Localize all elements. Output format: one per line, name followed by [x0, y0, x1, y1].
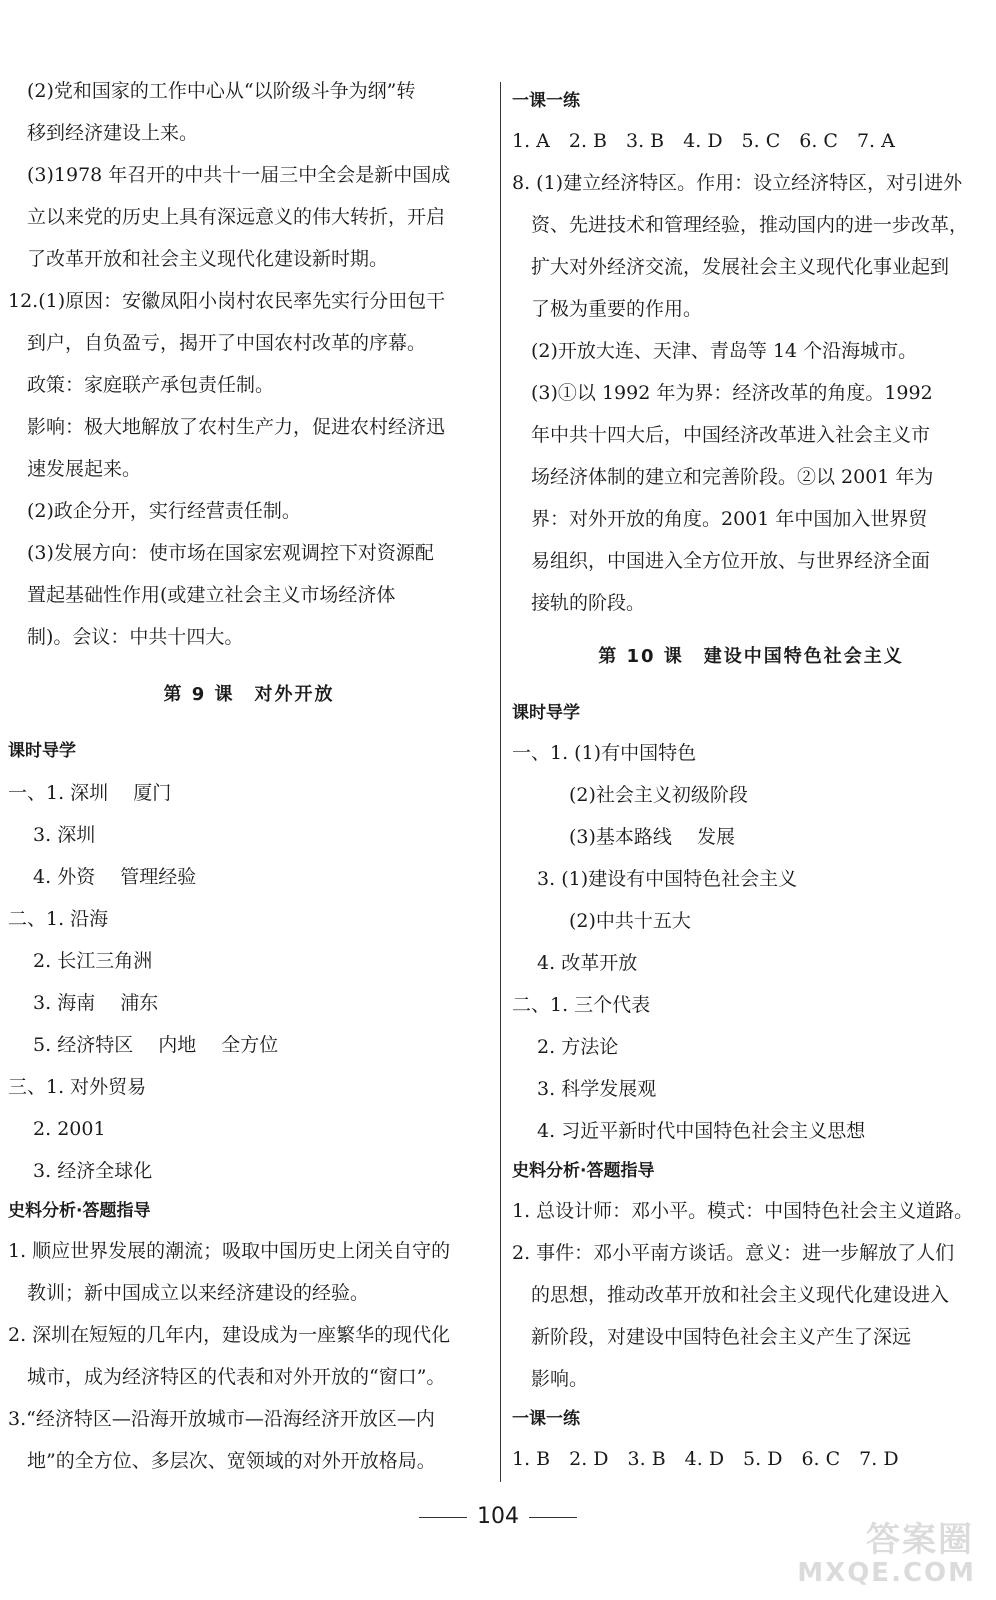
text-line: 2. 事件：邓小平南方谈话。意义：进一步解放了人们	[512, 1242, 955, 1264]
text-line: 了改革开放和社会主义现代化建设新时期。	[8, 248, 389, 270]
text-line: 场经济体制的建立和完善阶段。②以 2001 年为	[512, 466, 934, 488]
text-line: 4. 习近平新时代中国特色社会主义思想	[512, 1120, 866, 1142]
text-line: (3)发展方向：使市场在国家宏观调控下对资源配	[8, 542, 434, 564]
text-line: 影响：极大地解放了农村生产力，促进农村经济迅	[8, 416, 446, 438]
text-line: 2. 方法论	[512, 1036, 619, 1058]
text-line: 界：对外开放的角度。2001 年中国加入世界贸	[512, 508, 928, 530]
section-heading: 一课一练	[512, 91, 580, 111]
section-heading: 一课一练	[512, 1409, 580, 1429]
text-line: 速发展起来。	[8, 458, 142, 480]
text-line: 3. (1)建设有中国特色社会主义	[512, 868, 798, 890]
page-number-dash-left	[419, 1517, 467, 1518]
text-line: 1. 总设计师：邓小平。模式：中国特色社会主义道路。	[512, 1200, 974, 1222]
text-line: 3. 深圳	[8, 824, 96, 846]
text-line: 2. 长江三角洲	[8, 950, 153, 972]
text-line: 政策：家庭联产承包责任制。	[8, 374, 275, 396]
page-number-text: 104	[477, 1504, 519, 1529]
text-line: 3. 经济全球化	[8, 1160, 153, 1182]
text-line: 资、先进技术和管理经验，推动国内的进一步改革，	[512, 214, 969, 236]
text-line: (3)1978 年召开的中共十一届三中全会是新中国成	[8, 164, 451, 186]
section-heading: 课时导学	[8, 741, 76, 761]
text-line: 置起基础性作用(或建立社会主义市场经济体	[8, 584, 396, 606]
text-line: 1. 顺应世界发展的潮流；吸取中国历史上闭关自守的	[8, 1240, 451, 1262]
text-line: 3.“经济特区—沿海开放城市—沿海经济开放区—内	[8, 1408, 435, 1430]
text-line: 8. (1)建立经济特区。作用：设立经济特区，对引进外	[512, 172, 963, 194]
text-line: (3)①以 1992 年为界：经济改革的角度。1992	[512, 382, 933, 404]
section-heading: 史料分析·答题指导	[8, 1201, 151, 1221]
text-line: (2)政企分开，实行经营责任制。	[8, 500, 301, 522]
watermark-line2: MXQE.COM	[797, 1558, 976, 1588]
section-heading: 史料分析·答题指导	[512, 1161, 655, 1181]
text-line: 制)。会议：中共十四大。	[8, 626, 244, 648]
text-line: (3)基本路线 发展	[512, 826, 735, 848]
watermark-line1: 答案圈	[866, 1520, 974, 1560]
section-heading: 课时导学	[512, 703, 580, 723]
text-line: 1. B 2. D 3. B 4. D 5. D 6. C 7. D	[512, 1448, 899, 1470]
text-line: 2. 深圳在短短的几年内，建设成为一座繁华的现代化	[8, 1324, 451, 1346]
text-line: 二、1. 三个代表	[512, 994, 651, 1016]
text-line: 4. 改革开放	[512, 952, 638, 974]
text-line: (2)党和国家的工作中心从“以阶级斗争为纲”转	[8, 80, 416, 102]
text-line: 教训；新中国成立以来经济建设的经验。	[8, 1282, 370, 1304]
column-divider	[500, 82, 501, 1482]
text-line: 城市，成为经济特区的代表和对外开放的“窗口”。	[8, 1366, 446, 1388]
lesson-title: 第 9 课 对外开放	[163, 684, 335, 705]
text-line: 移到经济建设上来。	[8, 122, 199, 144]
text-line: 立以来党的历史上具有深远意义的伟大转折，开启	[8, 206, 446, 228]
text-line: 3. 海南 浦东	[8, 992, 159, 1014]
text-line: 二、1. 沿海	[8, 908, 109, 930]
text-line: 5. 经济特区 内地 全方位	[8, 1034, 279, 1056]
text-line: 一、1. 深圳 厦门	[8, 782, 172, 804]
text-line: 1. A 2. B 3. B 4. D 5. C 6. C 7. A	[512, 130, 895, 152]
text-line: (2)社会主义初级阶段	[512, 784, 748, 806]
text-line: 一、1. (1)有中国特色	[512, 742, 697, 764]
text-line: 年中共十四大后，中国经济改革进入社会主义市	[512, 424, 931, 446]
text-line: 3. 科学发展观	[512, 1078, 657, 1100]
text-line: 接轨的阶段。	[512, 592, 646, 614]
lesson-title: 第 10 课 建设中国特色社会主义	[598, 646, 904, 667]
text-line: (2)开放大连、天津、青岛等 14 个沿海城市。	[512, 340, 918, 362]
text-line: 扩大对外经济交流，发展社会主义现代化事业起到	[512, 256, 950, 278]
page-number-dash-right	[529, 1517, 577, 1518]
text-line: 新阶段，对建设中国特色社会主义产生了深远	[512, 1326, 912, 1348]
text-line: 影响。	[512, 1368, 589, 1390]
text-line: 的思想，推动改革开放和社会主义现代化建设进入	[512, 1284, 950, 1306]
text-line: 12.(1)原因：安徽凤阳小岗村农民率先实行分田包干	[8, 290, 446, 312]
text-line: 2. 2001	[8, 1118, 106, 1140]
text-line: 了极为重要的作用。	[512, 298, 703, 320]
text-line: 4. 外资 管理经验	[8, 866, 197, 888]
text-line: 地”的全方位、多层次、宽领域的对外开放格局。	[8, 1450, 436, 1472]
text-line: (2)中共十五大	[512, 910, 691, 932]
text-line: 易组织，中国进入全方位开放、与世界经济全面	[512, 550, 931, 572]
text-line: 三、1. 对外贸易	[8, 1076, 147, 1098]
text-line: 到户，自负盈亏，揭开了中国农村改革的序幕。	[8, 332, 427, 354]
watermark-logo	[797, 1512, 986, 1592]
